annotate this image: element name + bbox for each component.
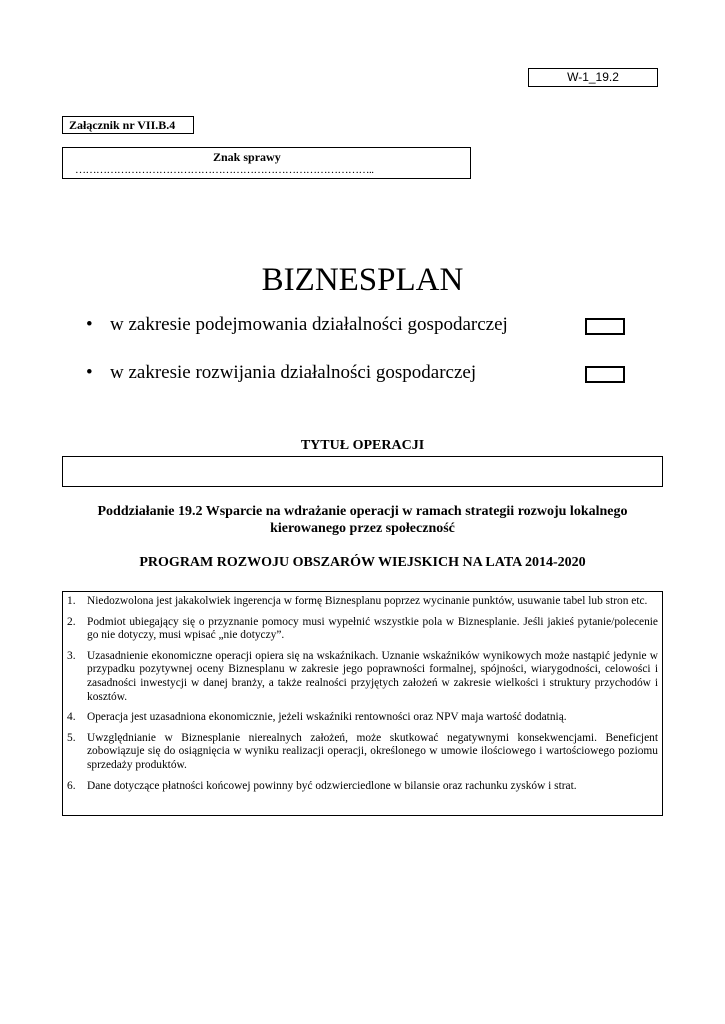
case-number-field: ………………………………………………………………………….. xyxy=(75,164,374,176)
program-heading: PROGRAM ROZWOJU OBSZARÓW WIEJSKICH NA LATA 2014-2020 xyxy=(139,555,586,570)
instructions-box xyxy=(62,591,663,816)
submeasure-line-2: kierowanego przez społeczność xyxy=(270,521,455,536)
instruction-item xyxy=(67,595,658,609)
instruction-text: Niedozwolona jest jakakolwiek ingerencja w formę Biznesplanu poprzez wycinanie punktów, usuwanie tabel lub stron etc. xyxy=(87,595,648,607)
bullet-icon: • xyxy=(86,362,93,383)
option-start-business xyxy=(86,314,508,336)
instruction-number: 2. xyxy=(67,615,76,628)
case-number-label: Znak sprawy xyxy=(213,150,281,164)
instruction-number: 6. xyxy=(67,779,76,792)
instruction-number: 5. xyxy=(67,731,76,744)
instruction-text: Podmiot ubiegający się o przyznanie pomocy musi wypełnić wszystkie pola w Biznesplanie. Jeśli jakieś pytanie/polecenie go nie dotyczy, musi wpisać „nie dotyczy”. xyxy=(87,615,658,642)
instruction-item xyxy=(67,711,658,725)
instruction-item xyxy=(67,780,658,794)
option-develop-checkbox[interactable] xyxy=(585,366,625,383)
page-title: BIZNESPLAN xyxy=(261,262,464,298)
operation-title-field[interactable] xyxy=(62,456,663,487)
option-develop-label: w zakresie rozwijania działalności gospodarczej xyxy=(110,362,477,383)
instruction-text: Uzasadnienie ekonomiczne operacji opiera się na wskaźnikach. Uznanie wskaźników wynikowych może nastąpić jedynie w przypadku pozytywnej oceny Biznesplanu w zakresie jego poprawności formalnej, spójności, wiarygodności, celowości i zasadności inwestycji w danej branży, a także realności przyjętych założeń w zakresie wielkości i struktury przychodów i kosztów. xyxy=(87,649,658,703)
option-start-checkbox[interactable] xyxy=(585,318,625,335)
instruction-number: 3. xyxy=(67,649,76,662)
instruction-item xyxy=(67,616,658,643)
instruction-item xyxy=(67,732,658,773)
annex-label: Załącznik nr VII.B.4 xyxy=(62,116,194,134)
form-code: W-1_19.2 xyxy=(528,68,658,87)
instruction-number: 1. xyxy=(67,595,76,607)
instruction-item xyxy=(67,650,658,704)
submeasure-line-1: Poddziałanie 19.2 Wsparcie na wdrażanie operacji w ramach strategii rozwoju lokalnego xyxy=(97,504,628,519)
option-start-label: w zakresie podejmowania działalności gospodarczej xyxy=(110,314,508,335)
bullet-icon: • xyxy=(86,314,93,335)
instruction-text: Dane dotyczące płatności końcowej powinny być odzwierciedlone w bilansie oraz rachunku zysków i strat. xyxy=(87,779,577,792)
instruction-number: 4. xyxy=(67,711,76,724)
instruction-text: Uwzględnianie w Biznesplanie nierealnych założeń, może skutkować negatywnymi konsekwencjami. Beneficjent zobowiązuje się do osiągnięcia w wyniku realizacji operacji, określonego w umowie ilościowego i wartościowego poziomu sprzedaży produktów. xyxy=(87,731,658,771)
instruction-text: Operacja jest uzasadniona ekonomicznie, jeżeli wskaźniki rentowności oraz NPV maja wartość dodatnią. xyxy=(87,711,567,724)
case-number-box[interactable] xyxy=(62,147,471,179)
operation-title-label: TYTUŁ OPERACJI xyxy=(300,438,425,453)
option-develop-business xyxy=(86,362,476,384)
submeasure-heading xyxy=(80,503,645,537)
